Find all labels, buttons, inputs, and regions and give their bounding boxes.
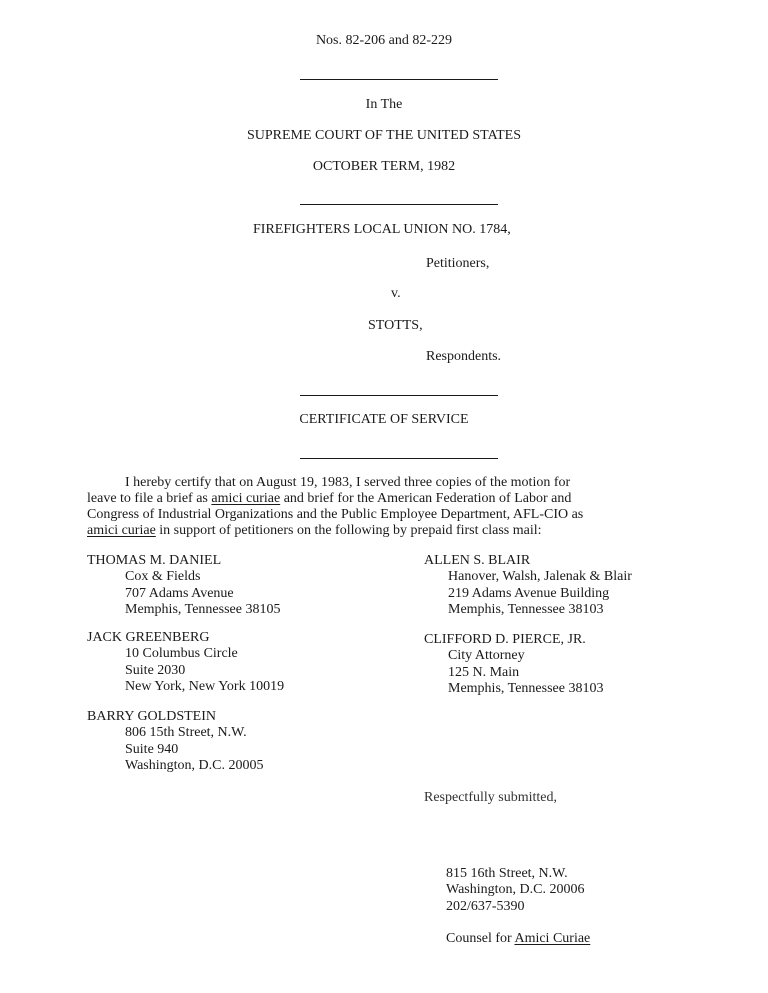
recipient-address-line: New York, New York 10019 <box>125 678 285 694</box>
document-title: CERTIFICATE OF SERVICE <box>299 412 469 427</box>
recipient-address-line: 707 Adams Avenue <box>125 585 234 601</box>
recipient-address-line: 125 N. Main <box>448 664 520 680</box>
recipient-address-line: Washington, D.C. 20005 <box>125 757 264 773</box>
recipient-address-line: 219 Adams Avenue Building <box>448 585 610 601</box>
recipient-address-line: 806 15th Street, N.W. <box>125 725 247 741</box>
respondent-name: STOTTS, <box>368 318 423 333</box>
divider-rule <box>300 79 498 80</box>
recipient-block <box>424 553 632 618</box>
recipient-address-line: Hanover, Walsh, Jalenak & Blair <box>448 569 632 585</box>
recipient-address-line: Suite 2030 <box>125 662 186 678</box>
recipient-address-line: Memphis, Tennessee 38103 <box>448 601 604 617</box>
divider-rule <box>300 458 498 459</box>
recipient-name: CLIFFORD D. PIERCE, JR. <box>424 632 586 647</box>
recipient-block <box>87 553 280 618</box>
in-the-label: In The <box>365 97 403 112</box>
recipient-name: ALLEN S. BLAIR <box>424 553 531 568</box>
recipient-block <box>87 709 263 774</box>
recipient-address-line: Suite 940 <box>125 741 179 757</box>
recipient-block <box>87 630 284 695</box>
body-line-1: I hereby certify that on August 19, 1983, I served three copies of the motion for <box>125 475 571 490</box>
recipient-name: BARRY GOLDSTEIN <box>87 709 216 724</box>
counsel-address-block <box>446 866 584 915</box>
recipient-address-line: Memphis, Tennessee 38105 <box>125 601 281 617</box>
versus-label: v. <box>391 286 401 301</box>
counsel-address-line: 202/637-5390 <box>446 898 525 914</box>
body-line-2: leave to file a brief as amici curiae and brief for the American Federation of Labor and <box>87 491 572 506</box>
petitioner-name: FIREFIGHTERS LOCAL UNION NO. 1784, <box>253 222 511 237</box>
body-line-3: Congress of Industrial Organizations and the Public Employee Department, AFL-CIO as <box>87 507 584 522</box>
divider-rule <box>300 204 498 205</box>
amici-curiae-underlined: Amici Curiae <box>514 931 591 946</box>
recipient-name: JACK GREENBERG <box>87 630 210 645</box>
respondent-role: Respondents. <box>426 349 502 364</box>
amici-curiae-underlined: amici curiae <box>87 523 156 538</box>
recipient-address-line: Cox & Fields <box>125 569 201 585</box>
recipient-block <box>424 632 603 697</box>
closing-text: Respectfully submitted, <box>424 790 557 805</box>
court-name: SUPREME COURT OF THE UNITED STATES <box>246 128 522 143</box>
recipient-name: THOMAS M. DANIEL <box>87 553 222 568</box>
body-line-4: amici curiae in support of petitioners on the following by prepaid first class mail: <box>87 523 542 538</box>
recipient-address-line: City Attorney <box>448 648 525 664</box>
divider-rule <box>300 395 498 396</box>
term-label: OCTOBER TERM, 1982 <box>312 159 456 174</box>
recipient-address-line: 10 Columbus Circle <box>125 646 238 662</box>
docket-number: Nos. 82-206 and 82-229 <box>315 33 453 48</box>
amici-curiae-underlined: amici curiae <box>211 491 281 506</box>
counsel-address-line: 815 16th Street, N.W. <box>446 866 568 881</box>
recipient-address-line: Memphis, Tennessee 38103 <box>448 680 604 696</box>
counsel-for-line: Counsel for Amici Curiae <box>446 931 591 946</box>
petitioner-role: Petitioners, <box>426 256 490 271</box>
counsel-address-line: Washington, D.C. 20006 <box>446 882 585 898</box>
